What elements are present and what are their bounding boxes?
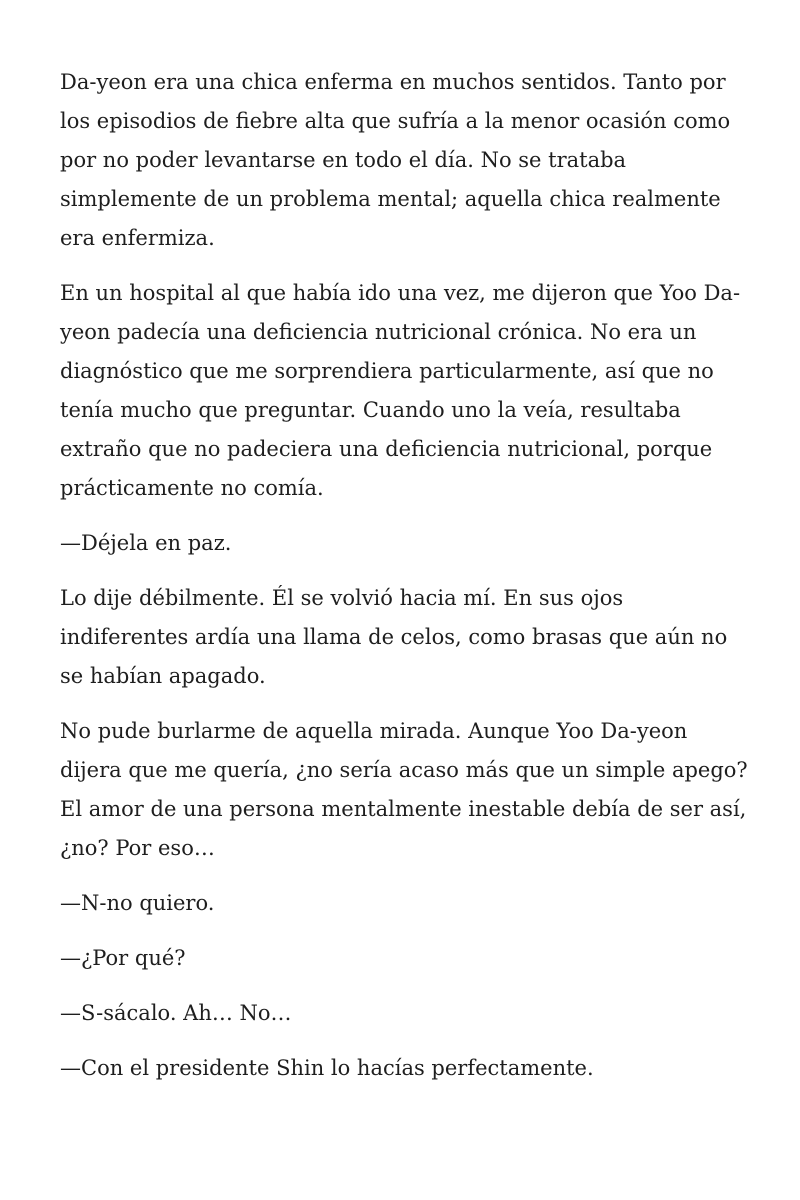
paragraph: No pude burlarme de aquella mirada. Aunque Yoo Da-yeon dijera que me quería, ¿no sería acaso más que un simple apego? El amor de una persona mentalmente inestable debía de ser así, ¿no? Por eso… — [60, 719, 748, 860]
dialogue-line: —N-no quiero. — [60, 891, 215, 915]
dialogue-line: —Con el presidente Shin lo hacías perfectamente. — [60, 1056, 594, 1080]
paragraph: Da-yeon era una chica enferma en muchos sentidos. Tanto por los episodios de fiebre alta que sufría a la menor ocasión como por no poder levantarse en todo el día. No se trataba simplemente de un problema mental; aquella chica realmente era enfermiza. — [60, 70, 731, 250]
paragraph: Lo dije débilmente. Él se volvió hacia mí. En sus ojos indiferentes ardía una llama de celos, como brasas que aún no se habían apagado. — [60, 586, 728, 688]
paragraph: En un hospital al que había ido una vez, me dijeron que Yoo Da-yeon padecía una deficiencia nutricional crónica. No era un diagnóstico que me sorprendiera particularmente, así que no tenía mucho que preguntar. Cuando uno la veía, resultaba extraño que no padeciera una deficiencia nutricional, porque prácticamente no comía. — [60, 281, 741, 500]
dialogue-line: —S-sácalo. Ah… No… — [60, 1001, 292, 1025]
dialogue-line: —¿Por qué? — [60, 946, 186, 970]
dialogue-line: —Déjela en paz. — [60, 531, 232, 555]
document-page — [60, 63, 750, 1104]
